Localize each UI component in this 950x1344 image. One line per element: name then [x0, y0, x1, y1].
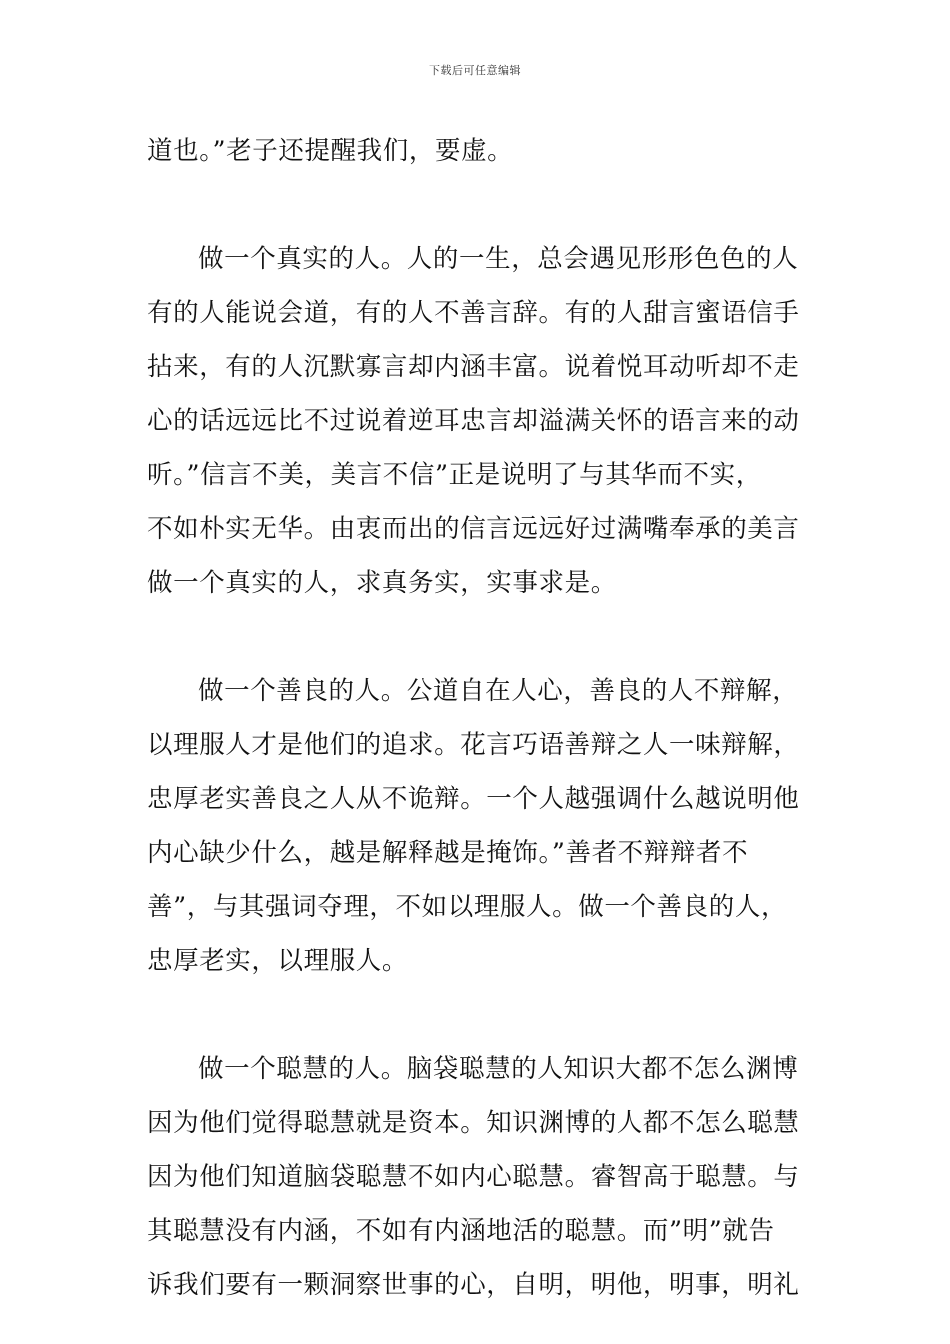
text-line: 不如朴实无华。由衷而出的信言远远好过满嘴奉承的美言 [147, 514, 800, 544]
text-line: 忠厚老实善良之人从不诡辩。一个人越强调什么越说明他 [147, 784, 800, 814]
paragraph-3 [147, 664, 807, 988]
page-header: 下载后可任意编辑 [429, 64, 521, 77]
text-line: 以理服人才是他们的追求。花言巧语善辩之人一味辩解， [147, 730, 800, 760]
text-line: 道也。”老子还提醒我们，要虚。 [147, 136, 514, 166]
text-line: 拈来，有的人沉默寡言却内涵丰富。说着悦耳动听却不走 [147, 352, 800, 382]
text-line: 听。”信言不美，美言不信”正是说明了与其华而不实， [147, 460, 762, 490]
paragraph-gap [147, 178, 807, 232]
text-line: 做一个真实的人。人的一生，总会遇见形形色色的人 [198, 244, 799, 274]
text-line: 诉我们要有一颗洞察世事的心，自明，明他，明事，明礼 [147, 1270, 800, 1300]
paragraph-gap [147, 610, 807, 664]
text-line: 内心缺少什么，越是解释越是掩饰。”善者不辩辩者不 [147, 838, 749, 868]
text-line: 忠厚老实，以理服人。 [147, 946, 409, 976]
text-line: 善”，与其强词夺理，不如以理服人。做一个善良的人， [147, 892, 788, 922]
text-line: 做一个善良的人。公道自在人心，善良的人不辩解， [198, 676, 799, 706]
text-line: 因为他们知道脑袋聪慧不如内心聪慧。睿智高于聪慧。与 [147, 1162, 800, 1192]
text-line: 有的人能说会道，有的人不善言辞。有的人甜言蜜语信手 [147, 298, 800, 328]
text-line: 做一个聪慧的人。脑袋聪慧的人知识大都不怎么渊博 [198, 1054, 799, 1084]
paragraph-gap [147, 988, 807, 1042]
text-line: 其聪慧没有内涵，不如有内涵地活的聪慧。而”明”就告 [147, 1216, 775, 1246]
text-line: 因为他们觉得聪慧就是资本。知识渊博的人都不怎么聪慧 [147, 1108, 800, 1138]
text-line: 做一个真实的人，求真务实，实事求是。 [147, 568, 617, 598]
paragraph-2 [147, 232, 807, 610]
document-body [147, 124, 807, 1312]
text-line: 心的话远远比不过说着逆耳忠言却溢满关怀的语言来的动 [147, 406, 800, 436]
paragraph-1 [147, 124, 807, 178]
paragraph-4 [147, 1042, 807, 1312]
